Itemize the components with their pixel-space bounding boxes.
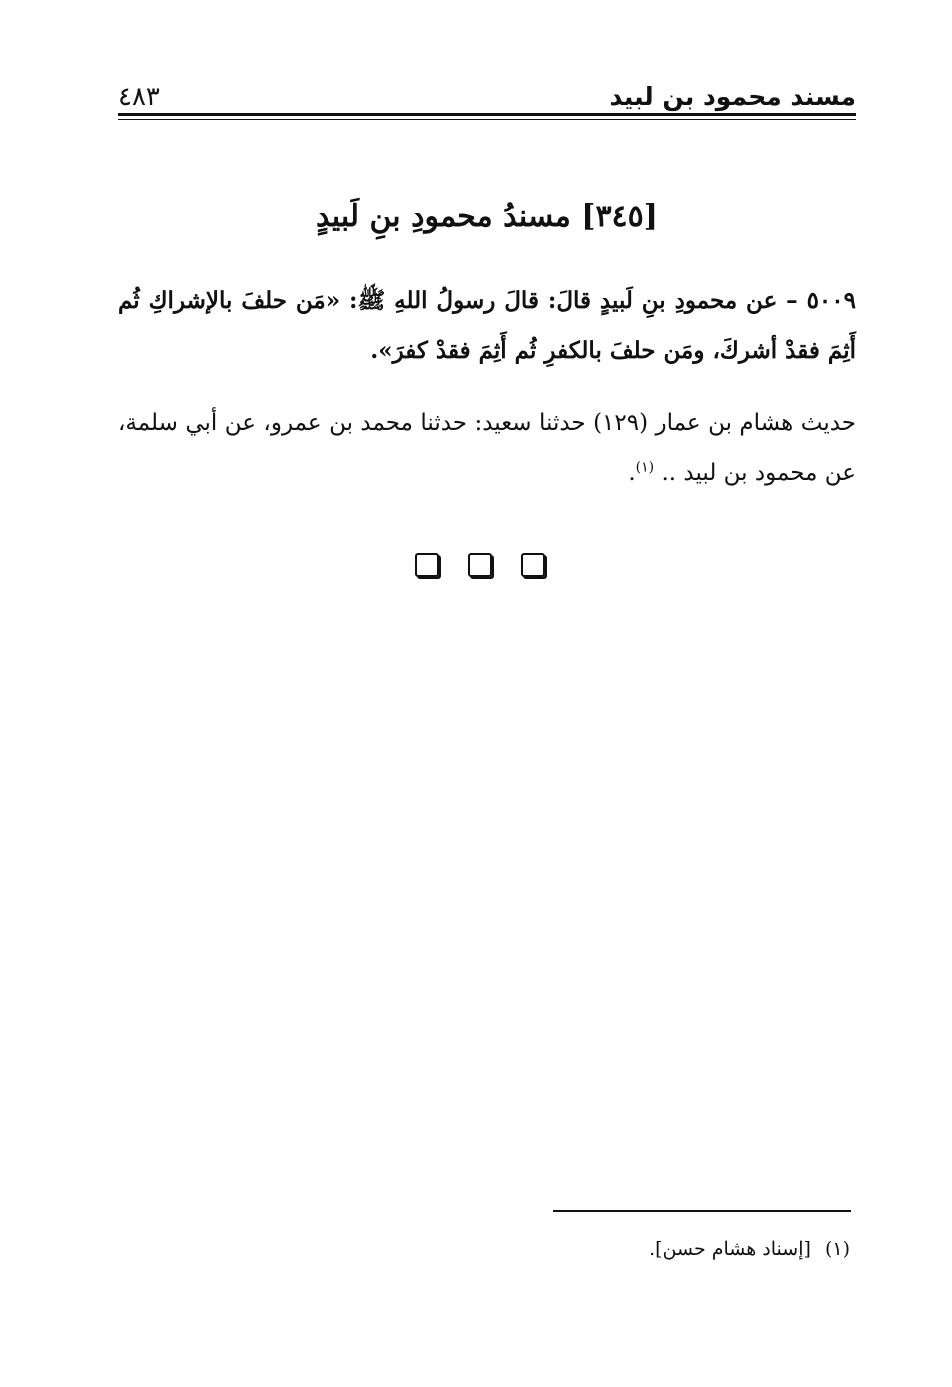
header-rule-thin xyxy=(118,119,856,120)
section-title: [٣٤٥] مسندُ محمودِ بنِ لَبيدٍ xyxy=(316,199,658,234)
chain-text: حديث هشام بن عمار (١٢٩) حدثنا سعيد: حدثنا محمد بن عمرو، عن أبي سلمة، عن محمود بن لبيد .. xyxy=(118,410,857,486)
footnote-number: (١) xyxy=(824,1238,850,1260)
running-header-title: مسند محمود بن لبيد xyxy=(609,82,856,111)
section-end-ornament xyxy=(415,553,545,579)
footnote-text: [إسناد هشام حسن]. xyxy=(649,1238,811,1260)
header-rule-thick xyxy=(118,113,856,116)
footnote-separator xyxy=(553,1210,851,1212)
hadith-paragraph xyxy=(118,276,856,376)
ornament-square-icon xyxy=(521,553,545,577)
page-number: ٤٨٣ xyxy=(118,82,160,112)
footnote-reference[interactable]: (١) xyxy=(635,459,655,476)
ornament-square-icon xyxy=(468,553,492,577)
hadith-text: ٥٠٠٩ – عن محمودِ بنِ لَبيدٍ قالَ: قالَ رسولُ اللهِ ﷺ: «مَن حلفَ بالإشراكِ ثُم أَثِمَ فقدْ أشركَ، ومَن حلفَ بالكفرِ ثُم أَثِمَ فقدْ كفرَ». xyxy=(118,287,856,364)
chain-paragraph: حديث هشام بن عمار (١٢٩) حدثنا سعيد: حدثنا محمد بن عمرو، عن أبي سلمة، عن محمود بن لبيد .. $^{(١)}$. xyxy=(118,410,857,486)
running-header xyxy=(118,70,856,112)
footnote xyxy=(470,1234,850,1264)
ornament-square-icon xyxy=(415,553,439,577)
